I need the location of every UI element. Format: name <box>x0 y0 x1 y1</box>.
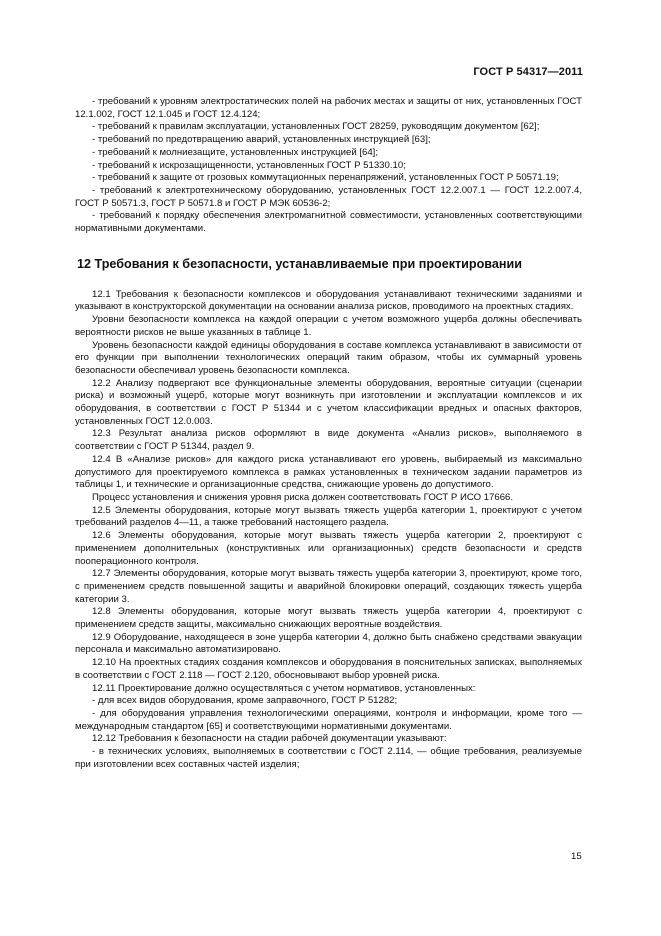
paragraph: 12.6 Элементы оборудования, которые могут вызвать тяжесть ущерба категории 2, проектируют с применением дополнительных (конструктивных или организационных) средств безопасности и средств пооперационного контроля. <box>75 530 582 567</box>
paragraph: 12.2 Анализу подвергают все функциональные элементы оборудования, вероятные ситуации (сценарии риска) и возможный ущерб, которые могут возникнуть при изготовлении и эксплуатации комплексов и их оборудования, в соответствии с ГОСТ Р 51344 и с учетом классификации вредных и опасных факторов, установленных ГОСТ 12.0.003. <box>75 377 582 427</box>
paragraph: 12.10 На проектных стадиях создания комплексов и оборудования в пояснительных записках, выполняемых в соответствии с ГОСТ 2.118 — ГОСТ 2.120, обосновывают выбор уровней риска. <box>75 657 582 681</box>
paragraph: 12.4 В «Анализе рисков» для каждого риска устанавливают его уровень, выбираемый из максимально допустимого для проектируемого комплекса в рамках установленных в техническом задании параметров из таблицы 1, и технические и организационные средства, снижающие уровень до допустимого. <box>75 453 582 491</box>
paragraph: 12.1 Требования к безопасности комплексов и оборудования устанавливают техническими заданиями и указывают в конструкторской документации на основании анализа рисков, проводимого на проектных стадиях. <box>75 288 582 313</box>
list-item: - требований к молниезащите, установленных инструкцией [64]; <box>92 146 379 158</box>
page-content <box>75 96 582 771</box>
list-item: - требований по предотвращению аварий, установленных инструкцией [63]; <box>92 134 431 146</box>
paragraph: Уровни безопасности комплекса на каждой операции с учетом возможного ущерба должны обеспечивать вероятности рисков не выше указанных в таблице 1. <box>75 314 582 338</box>
page-number: 15 <box>571 851 582 862</box>
paragraph: 12.9 Оборудование, находящееся в зоне ущерба категории 4, должно быть снабжено средствами эвакуации персонала и максимально автоматизировано. <box>75 631 582 656</box>
list-item: - требований к электротехническому оборудованию, установленных ГОСТ 12.2.007.1 — ГОСТ 12.2.007.4, ГОСТ Р 50571.3, ГОСТ Р 50571.8 и ГОСТ Р МЭК 60536-2; <box>75 184 582 209</box>
list-item: - требований к уровням электростатических полей на рабочих местах и защиты от них, установленных ГОСТ 12.1.002, ГОСТ 12.1.045 и ГОСТ 12.4.124; <box>75 96 582 120</box>
section-heading: 12 Требования к безопасности, устанавливаемые при проектировании <box>77 256 522 271</box>
paragraph: 12.11 Проектирование должно осуществляться с учетом нормативов, установленных: <box>92 682 476 694</box>
paragraph: - в технических условиях, выполняемых в соответствии с ГОСТ 2.114, — общие требования, реализуемые при изготовлении всех составных частей изделия; <box>75 746 582 770</box>
list-item: - требований к защите от грозовых коммутационных перенапряжений, установленных ГОСТ Р 50571.19; <box>92 172 559 184</box>
document-header: ГОСТ Р 54317—2011 <box>473 66 583 78</box>
requirements-list <box>75 96 582 236</box>
paragraph: 12.7 Элементы оборудования, которые могут вызвать тяжесть ущерба категории 3, проектируют, кроме того, с применением средств повышенной защиты и аварийной блокировки операций, создающих тяжесть ущерба категории 3. <box>75 568 582 605</box>
paragraph: 12.8 Элементы оборудования, которые могут вызвать тяжесть ущерба категории 4, проектируют с применением средств защиты, максимально снижающих вероятные воздействия. <box>75 606 582 631</box>
paragraph: Процесс установления и снижения уровня риска должен соответствовать ГОСТ Р ИСО 17666. <box>92 491 514 503</box>
paragraph: - для всех видов оборудования, кроме заправочного, ГОСТ Р 51282; <box>92 695 398 707</box>
paragraph: 12.12 Требования к безопасности на стадии рабочей документации указывают: <box>92 733 447 745</box>
section-body <box>75 289 582 772</box>
paragraph: 12.3 Результат анализа рисков оформляют в виде документа «Анализ рисков», выполняемого в соответствии с ГОСТ Р 51344, раздел 9. <box>75 428 582 453</box>
paragraph: Уровень безопасности каждой единицы оборудования в составе комплекса устанавливают в зависимости от его функции при выполнении технологических операций таким образом, чтобы их суммарный уровень безопасности обеспечивал уровень безопасности комплекса. <box>75 339 582 376</box>
list-item: - требований к искрозащищенности, установленных ГОСТ Р 51330.10; <box>92 159 406 171</box>
list-item: - требований к правилам эксплуатации, установленных ГОСТ 28259, руководящим документом [62]; <box>92 121 540 133</box>
paragraph: - для оборудования управления технологическими операциями, контроля и информации, кроме того — международным стандартом [65] и соответствующими нормативными документами. <box>75 707 582 732</box>
list-item: - требований к порядку обеспечения электромагнитной совместимости, установленных соответствующими нормативными документами. <box>75 210 582 235</box>
paragraph: 12.5 Элементы оборудования, которые могут вызвать тяжесть ущерба категории 1, проектируют с учетом требований разделов 4—11, а также требований настоящего раздела. <box>75 504 582 529</box>
